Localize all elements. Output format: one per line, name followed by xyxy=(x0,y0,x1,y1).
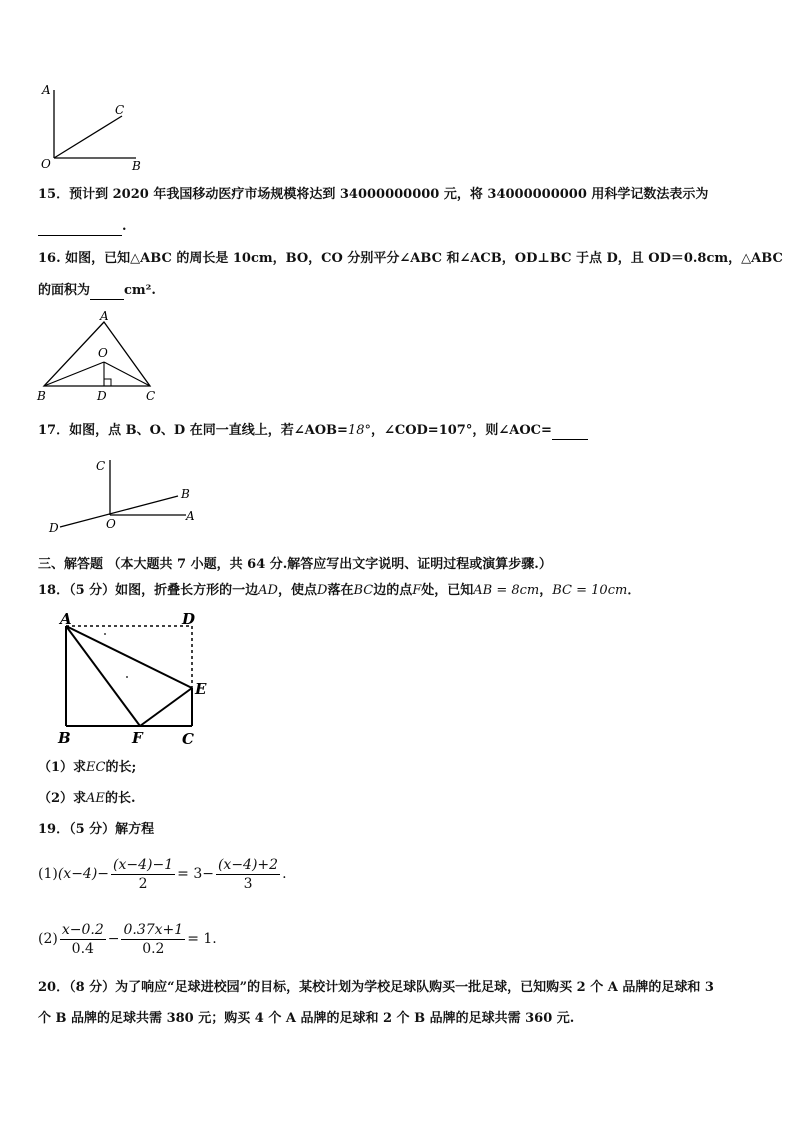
fig16-label-c: C xyxy=(146,389,156,403)
section-3-heading: 三、解答题 （本大题共 7 小题，共 64 分.解答应写出文字说明、证明过程或演算步骤.） xyxy=(38,557,552,572)
question-15-answer-line xyxy=(38,218,127,236)
question-18-sub2 xyxy=(38,790,135,808)
fig17-label-c: C xyxy=(96,459,106,473)
fig14-label-c: C xyxy=(115,103,125,117)
fig16-label-b: B xyxy=(37,389,46,403)
eq2-label: (2) xyxy=(38,931,58,947)
eq1-mid: = 3− xyxy=(177,866,214,882)
fig14-label-b: B xyxy=(132,159,141,173)
q18-sub2-post: 的长. xyxy=(104,791,136,806)
q18-var-ad: AD xyxy=(258,583,278,598)
fig18-label-a: A xyxy=(60,610,72,628)
eq2-fraction-2 xyxy=(121,921,185,958)
fig18-label-e: E xyxy=(195,680,207,698)
fig17-label-a: A xyxy=(186,509,195,523)
q18-bc-eq: BC = 10cm xyxy=(552,583,628,598)
q18-mid1: ，使点 xyxy=(277,583,317,598)
eq1-lhs: (x−4)− xyxy=(57,866,110,882)
eq1-fraction-1 xyxy=(111,856,175,893)
q18-sub2-pre: （2）求 xyxy=(38,791,87,806)
rectangle-fold-figure-18 xyxy=(52,606,222,752)
fig16-label-d: D xyxy=(97,389,107,403)
q18-sub1-post: 的长; xyxy=(105,760,137,775)
question-17-pre: 17．如图，点 B、O、D 在同一直线上，若∠AOB= xyxy=(38,423,348,438)
fig18-label-c: C xyxy=(182,730,194,748)
fig14-label-a: A xyxy=(42,83,51,97)
question-20-line2: 个 B 品牌的足球共需 380 元；购买 4 个 A 品牌的足球和 2 个 B 品牌的足球共需 360 元. xyxy=(38,1011,575,1026)
eq2-num2: 0.37x+1 xyxy=(123,921,184,938)
equation-1 xyxy=(38,852,287,896)
question-18-sub1 xyxy=(38,759,136,777)
fig17-label-o: O xyxy=(106,517,116,531)
question-15-text: 15．预计到 2020 年我国移动医疗市场规模将达到 34000000000 元，将 34000000000 用科学记数法表示为 xyxy=(38,187,709,202)
q18-sub2-var: AE xyxy=(86,791,105,806)
fig18-label-d: D xyxy=(182,610,196,628)
eq1-num2: (x−4)+2 xyxy=(217,856,279,873)
q18-mid4: 处，已知 xyxy=(421,583,474,598)
eq1-fraction-2 xyxy=(216,856,280,893)
eq1-den1: 2 xyxy=(138,875,148,892)
eq2-den2: 0.2 xyxy=(142,940,165,957)
question-16-unit: cm². xyxy=(124,283,156,298)
question-16-line1: 16. 如图，已知△ABC 的周长是 10cm，BO，CO 分别平分∠ABC 和∠ACB，OD⊥BC 于点 D，且 OD＝0.8cm，△ABC xyxy=(38,251,783,266)
lines-figure-17 xyxy=(44,452,204,538)
eq2-den1: 0.4 xyxy=(71,940,94,957)
question-20-line1: 20．（8 分）为了响应“足球进校园”的目标，某校计划为学校足球队购买一批足球，已知购买 2 个 A 品牌的足球和 3 xyxy=(38,980,714,995)
q18-ab-eq: AB = 8cm xyxy=(473,583,540,598)
fig16-label-o: O xyxy=(98,346,108,360)
eq1-end: . xyxy=(282,866,287,882)
eq1-label: (1) xyxy=(38,866,58,882)
q18-var-f: F xyxy=(412,583,422,598)
question-16-prefix: 的面积为 xyxy=(38,283,91,298)
fig17-label-d: D xyxy=(49,521,59,535)
q18-comma: ， xyxy=(539,583,553,598)
eq2-end: = 1. xyxy=(187,931,217,947)
answer-blank-15[interactable] xyxy=(38,221,122,236)
triangle-figure-16 xyxy=(34,310,164,404)
angle-aob-value: 18° xyxy=(347,423,371,438)
question-16-line2 xyxy=(38,282,156,300)
fig18-label-f: F xyxy=(132,729,143,747)
question-18-text xyxy=(38,582,640,600)
question-15-end: . xyxy=(122,219,127,234)
eq2-fraction-1 xyxy=(60,921,106,958)
q18-sub1-var: EC xyxy=(86,760,106,775)
question-17-post: ，∠COD=107°，则∠AOC= xyxy=(370,423,552,438)
q18-var-d: D xyxy=(317,583,328,598)
eq1-num1: (x−4)−1 xyxy=(113,856,174,873)
fig14-label-o: O xyxy=(41,157,51,171)
q18-end: ． xyxy=(627,583,641,598)
q18-sub1-pre: （1）求 xyxy=(38,760,87,775)
q18-var-bc: BC xyxy=(353,583,374,598)
angle-figure-14 xyxy=(36,82,146,174)
fig18-label-b: B xyxy=(58,729,71,747)
eq2-minus: − xyxy=(107,931,120,947)
fig17-label-b: B xyxy=(181,487,190,501)
q18-pre: 18．（5 分）如图，折叠长方形的一边 xyxy=(38,583,259,598)
q18-mid2: 落在 xyxy=(327,583,354,598)
eq2-num1: x−0.2 xyxy=(61,921,104,938)
question-17-text xyxy=(38,422,588,440)
answer-blank-17[interactable] xyxy=(552,425,588,440)
fig16-label-a: A xyxy=(100,310,109,323)
question-19-title: 19．（5 分）解方程 xyxy=(38,822,155,837)
eq1-den2: 3 xyxy=(243,875,253,892)
answer-blank-16[interactable] xyxy=(90,285,124,300)
equation-2 xyxy=(38,917,217,961)
q18-mid3: 边的点 xyxy=(373,583,413,598)
